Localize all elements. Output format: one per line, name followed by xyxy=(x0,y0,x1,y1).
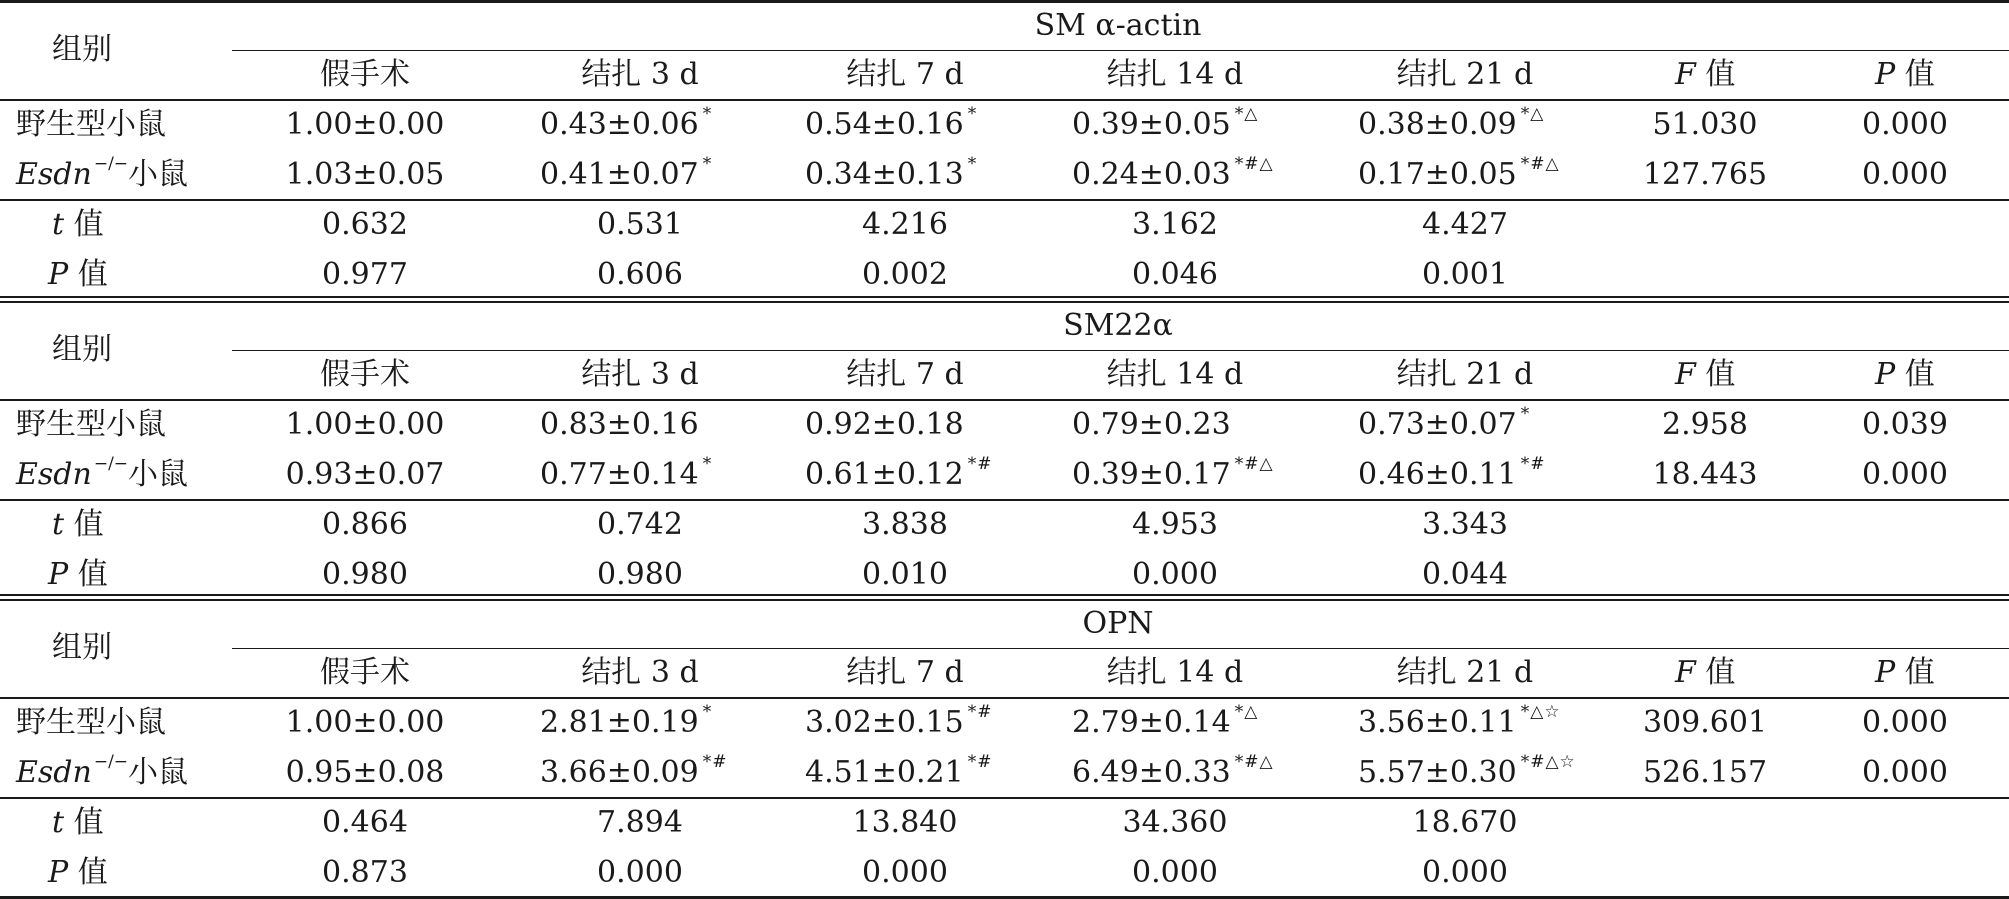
section-3-ko-cell-4-value: 6.49±0.33 xyxy=(1072,755,1231,790)
section-2-col-head-3: 结扎 7 d xyxy=(846,357,964,392)
section-1-t-cell-2: 0.531 xyxy=(597,207,683,242)
section-3-header-rule xyxy=(0,697,2009,699)
section-3-title: OPN xyxy=(1082,606,1154,641)
section-3-row-label-t-italic: t xyxy=(52,805,65,840)
section-3-ko-cell-3-value: 4.51±0.21 xyxy=(805,755,964,790)
section-1-t-cell-5: 4.427 xyxy=(1422,207,1508,242)
section-2-col-head-p-italic: P xyxy=(1875,357,1896,392)
section-3-ko-f: 526.157 xyxy=(1642,755,1768,790)
section-3-row-label-wt: 野生型小鼠 xyxy=(16,705,166,740)
section-1-wt-p: 0.000 xyxy=(1862,107,1948,142)
section-1-row-label-p-italic: P xyxy=(48,257,69,292)
section-1-wt-cell-4-marker: *△ xyxy=(1234,104,1259,124)
section-2-ko-cell-5-marker: *# xyxy=(1520,454,1546,474)
section-3-ko-cell-1 xyxy=(286,755,445,791)
section-2-wt-cell-3-value: 0.92±0.18 xyxy=(805,407,964,442)
section-3-wt-cell-5-value: 3.56±0.11 xyxy=(1358,705,1517,740)
section-3-p-cell-4: 0.000 xyxy=(1132,855,1218,890)
section-2-ko-cell-5-value: 0.46±0.11 xyxy=(1358,457,1517,492)
section-2-ko-p: 0.000 xyxy=(1862,457,1948,492)
section-3-row-label-p-italic: P xyxy=(48,855,69,890)
section-1-wt-cell-1 xyxy=(286,107,445,143)
section-2-p-cell-3: 0.010 xyxy=(862,557,948,592)
section-3-wt-p: 0.000 xyxy=(1862,705,1948,740)
section-3-col-head-3: 结扎 7 d xyxy=(846,655,964,690)
section-2-col-head-5: 结扎 21 d xyxy=(1396,357,1534,392)
section-1-col-head-5: 结扎 21 d xyxy=(1396,57,1534,92)
section-3-wt-cell-3-value: 3.02±0.15 xyxy=(805,705,964,740)
section-1-ko-cell-3 xyxy=(805,154,978,193)
section-2-title: SM22α xyxy=(1063,308,1173,343)
section-2-wt-cell-3 xyxy=(805,407,964,443)
section-1-ko-cell-5-marker: *#△ xyxy=(1520,154,1560,174)
section-1-wt-cell-2-marker: * xyxy=(702,104,713,124)
section-2-col-head-f-italic: F xyxy=(1675,357,1696,392)
section-2-wt-cell-5 xyxy=(1358,404,1531,443)
section-1-row-label-t-text: 值 xyxy=(64,207,104,242)
section-2-t-cell-4: 4.953 xyxy=(1132,507,1218,542)
section-1-t-cell-4: 3.162 xyxy=(1132,207,1218,242)
section-1-row-label-ko-text: 小鼠 xyxy=(128,157,189,192)
section-3-wt-cell-4-value: 2.79±0.14 xyxy=(1072,705,1231,740)
section-1-ko-cell-4-value: 0.24±0.03 xyxy=(1072,157,1231,192)
section-3-t-cell-4: 34.360 xyxy=(1122,805,1228,840)
section-1-row-label-t xyxy=(52,207,104,243)
section-1-col-head-p-text: 值 xyxy=(1895,57,1935,92)
section-1-stats-rule xyxy=(0,199,2009,201)
section-3-row-label-ko xyxy=(16,752,189,791)
section-3-ko-cell-3 xyxy=(805,752,993,791)
section-1-ko-cell-2-marker: * xyxy=(702,154,713,174)
section-3-ko-cell-4-marker: *#△ xyxy=(1234,752,1274,772)
section-3-group-label: 组别 xyxy=(52,630,112,665)
section-1-wt-cell-4 xyxy=(1072,104,1259,143)
section-2-ko-cell-4-marker: *#△ xyxy=(1234,454,1274,474)
section-3-row-label-ko-sup: −/− xyxy=(93,752,129,772)
section-3-col-head-p-italic: P xyxy=(1875,655,1896,690)
section-2-col-head-1: 假手术 xyxy=(320,357,410,392)
section-1-col-head-1: 假手术 xyxy=(320,57,410,92)
section-2-row-label-ko-sup: −/− xyxy=(93,454,129,474)
section-1-row-label-ko xyxy=(16,154,189,193)
section-3-wt-cell-3-marker: *# xyxy=(967,702,993,722)
section-1-wt-cell-3 xyxy=(805,104,978,143)
section-3-row-label-ko-italic: Esdn xyxy=(16,755,92,790)
section-2-p-cell-4: 0.000 xyxy=(1132,557,1218,592)
section-1-row-label-p-text: 值 xyxy=(68,257,108,292)
section-1-wt-cell-2-value: 0.43±0.06 xyxy=(540,107,699,142)
section-2-ko-f: 18.443 xyxy=(1652,457,1758,492)
section-3-row-label-t xyxy=(52,805,104,841)
section-3-wt-cell-2-marker: * xyxy=(702,702,713,722)
section-2-wt-cell-4-value: 0.79±0.23 xyxy=(1072,407,1231,442)
section-1-p-cell-5: 0.001 xyxy=(1422,257,1508,292)
section-1-row-label-ko-sup: −/− xyxy=(93,154,129,174)
section-3-ko-cell-5-value: 5.57±0.30 xyxy=(1358,755,1517,790)
section-3-divider-upper xyxy=(0,594,2009,596)
section-2-row-label-t xyxy=(52,507,104,543)
section-2-wt-cell-5-marker: * xyxy=(1520,404,1531,424)
section-3-ko-cell-2 xyxy=(540,752,728,791)
section-3-wt-cell-1-value: 1.00±0.00 xyxy=(285,705,445,740)
section-3-col-head-f xyxy=(1675,655,1735,691)
section-3-row-label-t-text: 值 xyxy=(64,805,104,840)
section-2-t-cell-5: 3.343 xyxy=(1422,507,1508,542)
section-3-col-head-4: 结扎 14 d xyxy=(1106,655,1244,690)
section-2-ko-cell-1 xyxy=(286,457,445,493)
section-1-row-label-p xyxy=(48,257,108,293)
section-2-wt-cell-1-value: 1.00±0.00 xyxy=(285,407,445,442)
section-1-row-label-wt: 野生型小鼠 xyxy=(16,107,166,142)
section-3-ko-cell-2-marker: *# xyxy=(702,752,728,772)
section-3-t-cell-2: 7.894 xyxy=(597,805,683,840)
section-3-t-cell-1: 0.464 xyxy=(322,805,408,840)
section-3-wt-cell-4 xyxy=(1072,702,1259,741)
section-3-col-head-2: 结扎 3 d xyxy=(581,655,699,690)
section-3-title-underline xyxy=(232,648,2009,649)
section-2-title-underline xyxy=(232,350,2009,351)
section-3-divider-lower xyxy=(0,599,2009,601)
section-3-col-head-f-text: 值 xyxy=(1695,655,1736,690)
section-2-ko-cell-2 xyxy=(540,454,713,493)
section-2-header-rule xyxy=(0,399,2009,401)
section-2-row-label-t-text: 值 xyxy=(64,507,104,542)
section-2-row-label-ko-text: 小鼠 xyxy=(128,457,189,492)
section-3-p-cell-1: 0.873 xyxy=(322,855,408,890)
section-3-p-cell-3: 0.000 xyxy=(862,855,948,890)
section-1-header-rule xyxy=(0,99,2009,101)
section-2-wt-cell-1 xyxy=(286,407,445,443)
section-2-col-head-f xyxy=(1675,357,1735,393)
section-1-col-head-2: 结扎 3 d xyxy=(581,57,699,92)
section-2-wt-cell-5-value: 0.73±0.07 xyxy=(1358,407,1517,442)
section-2-col-head-p-text: 值 xyxy=(1895,357,1935,392)
section-2-divider-upper xyxy=(0,296,2009,298)
section-2-row-label-ko-italic: Esdn xyxy=(16,457,92,492)
section-1-wt-cell-2 xyxy=(540,104,713,143)
table-top-rule xyxy=(0,0,2009,3)
section-1-wt-f: 51.030 xyxy=(1652,107,1758,142)
section-1-wt-cell-3-value: 0.54±0.16 xyxy=(805,107,964,142)
section-1-title-underline xyxy=(232,50,2009,51)
section-1-wt-cell-3-marker: * xyxy=(967,104,978,124)
section-2-ko-cell-3-marker: *# xyxy=(967,454,993,474)
section-2-p-cell-5: 0.044 xyxy=(1422,557,1508,592)
section-3-col-head-1: 假手术 xyxy=(320,655,410,690)
section-2-wt-cell-2 xyxy=(540,407,699,443)
section-1-p-cell-1: 0.977 xyxy=(322,257,408,292)
section-2-p-cell-2: 0.980 xyxy=(597,557,683,592)
section-3-wt-cell-3 xyxy=(805,702,993,741)
section-1-ko-cell-4 xyxy=(1072,154,1274,193)
section-2-t-cell-1: 0.866 xyxy=(322,507,408,542)
section-2-t-cell-3: 3.838 xyxy=(862,507,948,542)
section-2-col-head-f-text: 值 xyxy=(1695,357,1736,392)
section-1-col-head-p-italic: P xyxy=(1875,57,1896,92)
section-3-ko-cell-5-marker: *#△☆ xyxy=(1520,752,1576,772)
section-2-p-cell-1: 0.980 xyxy=(322,557,408,592)
section-3-ko-p: 0.000 xyxy=(1862,755,1948,790)
section-3-col-head-5: 结扎 21 d xyxy=(1396,655,1534,690)
section-1-ko-cell-3-marker: * xyxy=(967,154,978,174)
section-1-ko-cell-5 xyxy=(1358,154,1560,193)
section-3-col-head-p xyxy=(1875,655,1935,691)
section-2-row-label-p xyxy=(48,557,108,593)
section-2-ko-cell-4 xyxy=(1072,454,1274,493)
section-1-t-cell-1: 0.632 xyxy=(322,207,408,242)
section-3-t-cell-3: 13.840 xyxy=(852,805,958,840)
section-1-col-head-4: 结扎 14 d xyxy=(1106,57,1244,92)
section-1-ko-cell-4-marker: *#△ xyxy=(1234,154,1274,174)
section-2-col-head-4: 结扎 14 d xyxy=(1106,357,1244,392)
section-3-row-label-p-text: 值 xyxy=(68,855,108,890)
section-1-col-head-f-italic: F xyxy=(1675,57,1696,92)
section-3-row-label-p xyxy=(48,855,108,891)
section-3-p-cell-5: 0.000 xyxy=(1422,855,1508,890)
section-1-ko-f: 127.765 xyxy=(1642,157,1768,192)
section-1-col-head-f xyxy=(1675,57,1735,93)
section-1-row-label-t-italic: t xyxy=(52,207,65,242)
section-3-t-cell-5: 18.670 xyxy=(1412,805,1518,840)
section-2-ko-cell-1-value: 0.93±0.07 xyxy=(285,457,445,492)
section-2-row-label-t-italic: t xyxy=(52,507,65,542)
section-2-row-label-p-italic: P xyxy=(48,557,69,592)
section-2-wt-cell-4 xyxy=(1072,407,1231,443)
section-3-stats-rule xyxy=(0,797,2009,799)
section-1-t-cell-3: 4.216 xyxy=(862,207,948,242)
section-1-p-cell-2: 0.606 xyxy=(597,257,683,292)
section-3-col-head-p-text: 值 xyxy=(1895,655,1935,690)
section-1-group-label: 组别 xyxy=(52,32,112,67)
section-1-p-cell-4: 0.046 xyxy=(1132,257,1218,292)
section-1-row-label-ko-italic: Esdn xyxy=(16,157,92,192)
section-2-ko-cell-4-value: 0.39±0.17 xyxy=(1072,457,1231,492)
section-1-ko-cell-2 xyxy=(540,154,713,193)
section-2-row-label-wt: 野生型小鼠 xyxy=(16,407,166,442)
section-2-ko-cell-3 xyxy=(805,454,993,493)
section-2-ko-cell-2-value: 0.77±0.14 xyxy=(540,457,699,492)
section-2-wt-p: 0.039 xyxy=(1862,407,1948,442)
section-2-wt-f: 2.958 xyxy=(1662,407,1748,442)
section-2-ko-cell-5 xyxy=(1358,454,1546,493)
section-1-ko-cell-1-value: 1.03±0.05 xyxy=(285,157,445,192)
section-3-wt-cell-4-marker: *△ xyxy=(1234,702,1259,722)
section-3-col-head-f-italic: F xyxy=(1675,655,1696,690)
section-1-wt-cell-5 xyxy=(1358,104,1545,143)
section-1-ko-cell-2-value: 0.41±0.07 xyxy=(540,157,699,192)
section-1-col-head-3: 结扎 7 d xyxy=(846,57,964,92)
section-3-wt-cell-2-value: 2.81±0.19 xyxy=(540,705,699,740)
section-2-divider-lower xyxy=(0,301,2009,303)
section-1-ko-p: 0.000 xyxy=(1862,157,1948,192)
section-3-wt-cell-5 xyxy=(1358,702,1561,741)
section-1-ko-cell-1 xyxy=(286,157,445,193)
section-1-wt-cell-5-value: 0.38±0.09 xyxy=(1358,107,1517,142)
section-2-ko-cell-3-value: 0.61±0.12 xyxy=(805,457,964,492)
section-1-wt-cell-5-marker: *△ xyxy=(1520,104,1545,124)
section-2-stats-rule xyxy=(0,499,2009,501)
section-3-ko-cell-5 xyxy=(1358,752,1576,791)
section-2-group-label: 组别 xyxy=(52,332,112,367)
section-3-row-label-ko-text: 小鼠 xyxy=(128,755,189,790)
section-1-col-head-p xyxy=(1875,57,1935,93)
section-3-ko-cell-2-value: 3.66±0.09 xyxy=(540,755,699,790)
section-1-wt-cell-1-value: 1.00±0.00 xyxy=(285,107,445,142)
section-1-ko-cell-3-value: 0.34±0.13 xyxy=(805,157,964,192)
section-2-wt-cell-2-value: 0.83±0.16 xyxy=(540,407,699,442)
section-2-col-head-p xyxy=(1875,357,1935,393)
section-3-wt-cell-5-marker: *△☆ xyxy=(1520,702,1561,722)
section-3-p-cell-2: 0.000 xyxy=(597,855,683,890)
section-3-wt-cell-1 xyxy=(286,705,445,741)
section-3-wt-cell-2 xyxy=(540,702,713,741)
section-1-col-head-f-text: 值 xyxy=(1695,57,1736,92)
section-2-t-cell-2: 0.742 xyxy=(597,507,683,542)
section-2-row-label-ko xyxy=(16,454,189,493)
section-3-ko-cell-4 xyxy=(1072,752,1274,791)
section-2-row-label-p-text: 值 xyxy=(68,557,108,592)
section-1-ko-cell-5-value: 0.17±0.05 xyxy=(1358,157,1517,192)
section-2-ko-cell-2-marker: * xyxy=(702,454,713,474)
section-3-wt-f: 309.601 xyxy=(1642,705,1768,740)
section-1-title: SM α-actin xyxy=(1034,8,1202,43)
section-1-p-cell-3: 0.002 xyxy=(862,257,948,292)
section-2-col-head-2: 结扎 3 d xyxy=(581,357,699,392)
section-3-ko-cell-1-value: 0.95±0.08 xyxy=(285,755,445,790)
section-1-wt-cell-4-value: 0.39±0.05 xyxy=(1072,107,1231,142)
section-3-ko-cell-3-marker: *# xyxy=(967,752,993,772)
